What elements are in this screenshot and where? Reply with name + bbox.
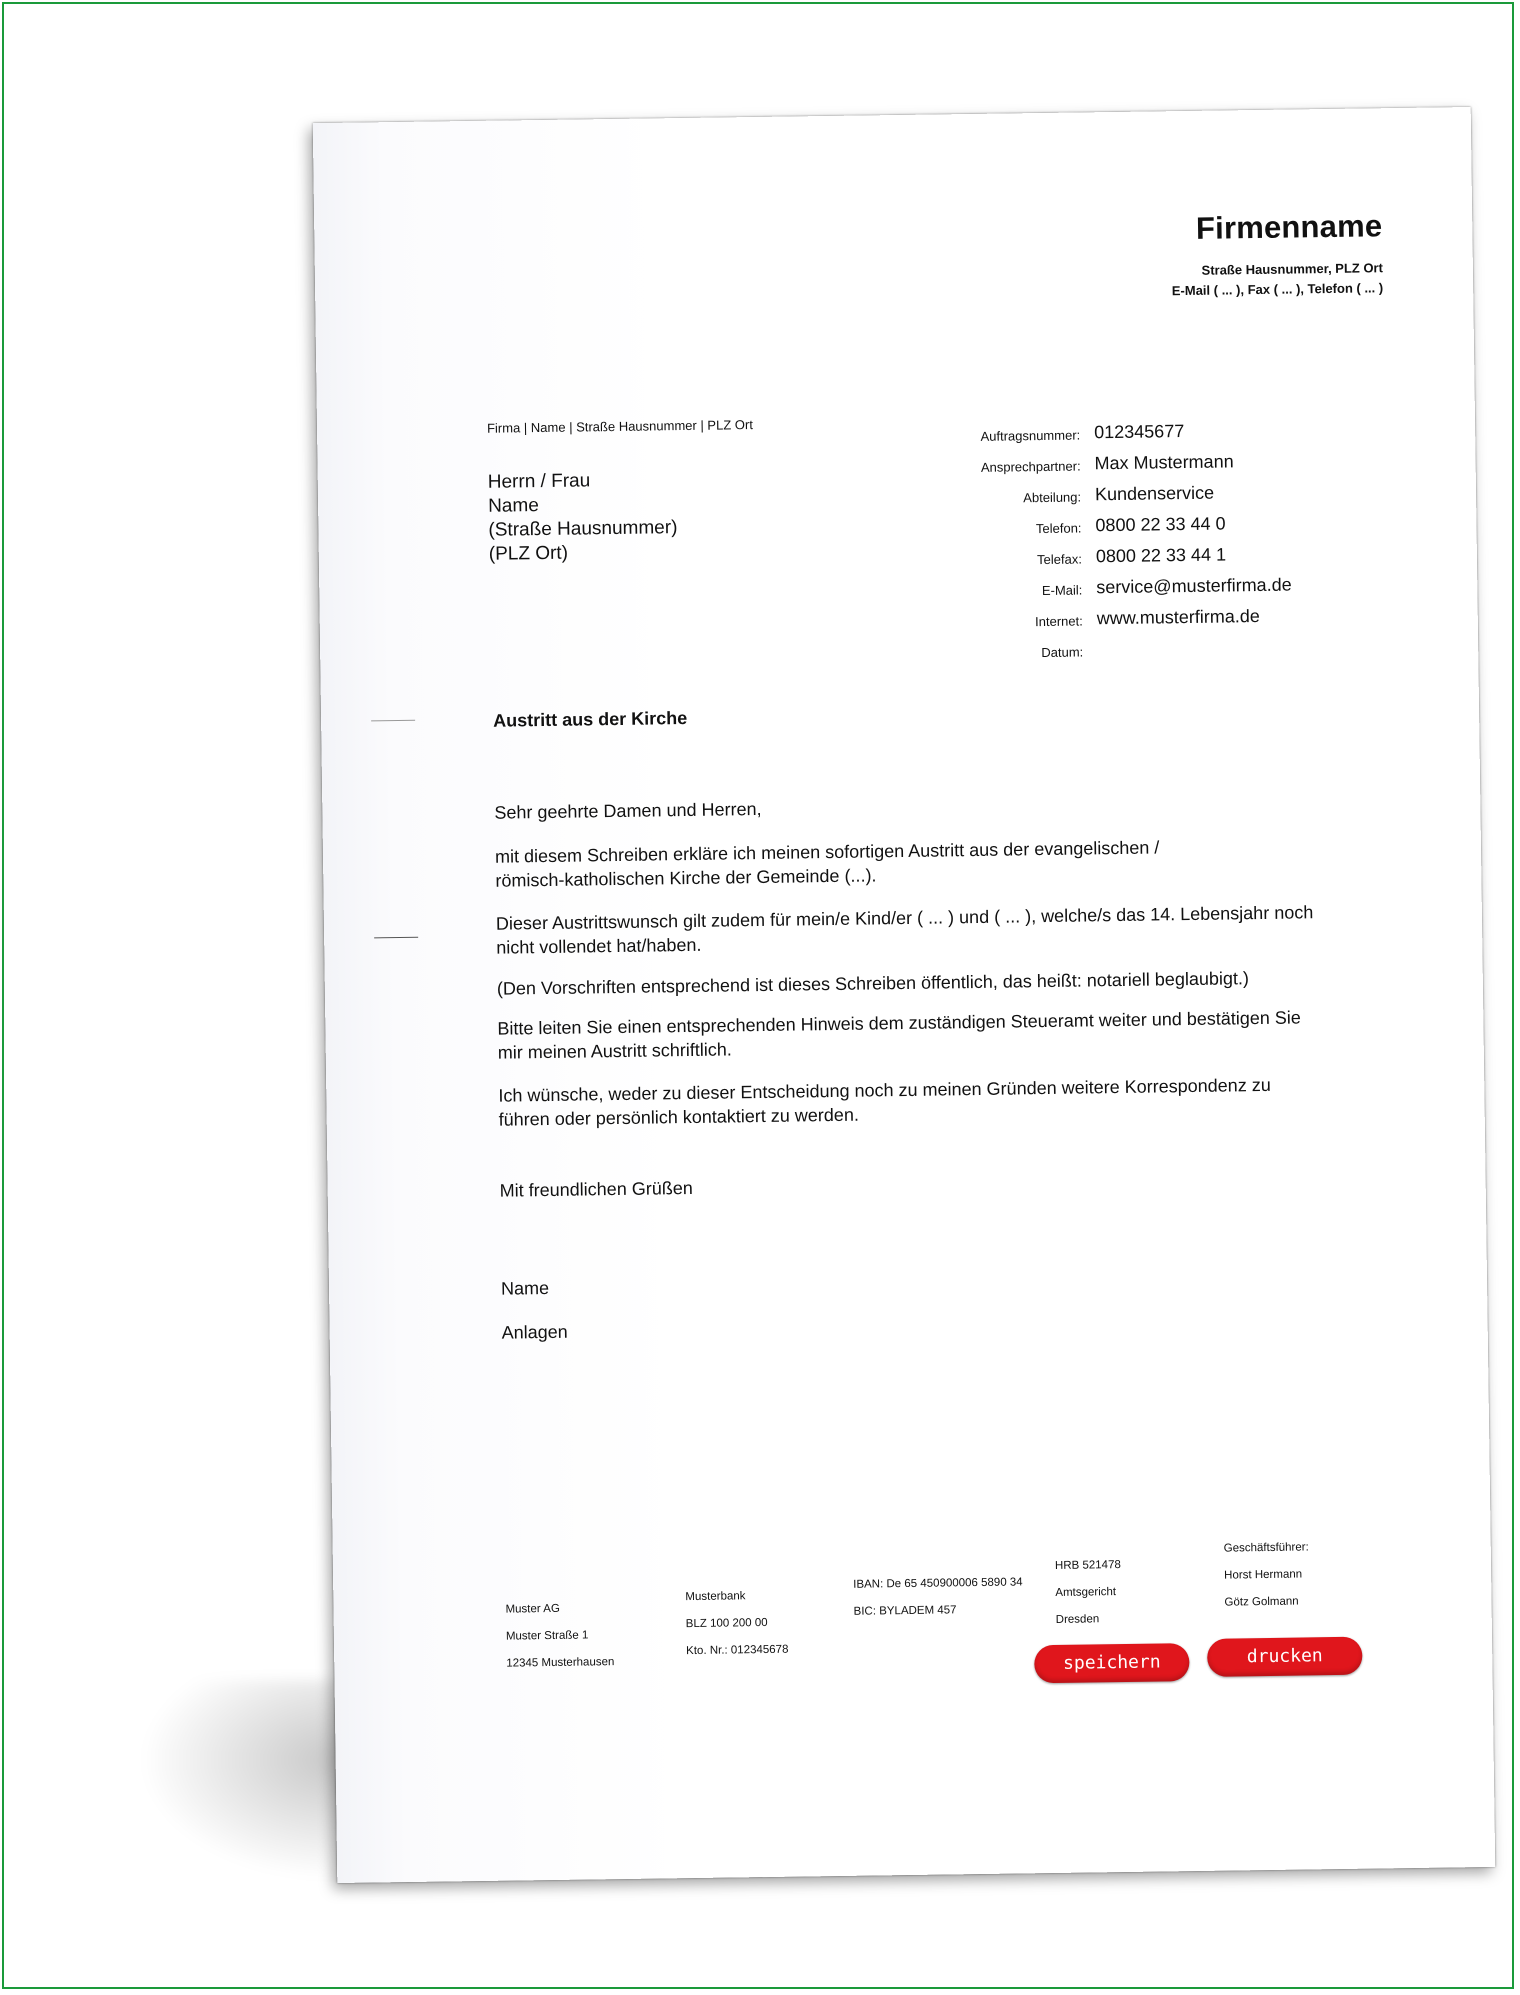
body-paragraph-1-line-1: mit diesem Schreiben erkläre ich meinen sofortigen Austritt aus der evangelischen / (494, 837, 1160, 867)
footer-manager-1: Horst Hermann (1224, 1568, 1303, 1582)
footer-bank-name: Musterbank (685, 1590, 746, 1604)
company-contact: E-Mail ( ... ), Fax ( ... ), Telefon ( ... ) (1171, 280, 1384, 299)
company-name: Firmenname (1195, 208, 1383, 246)
letter-subject: Austritt aus der Kirche (492, 708, 688, 731)
body-paragraph-2-line-2: nicht vollendet hat/haben. (496, 934, 702, 958)
footer-company-name: Muster AG (505, 1602, 560, 1616)
footer-managers-label: Geschäftsführer: (1223, 1541, 1309, 1555)
body-paragraph-5-line-2: führen oder persönlich kontaktiert zu werden. (498, 1104, 860, 1130)
phone-label: Telefon: (1035, 520, 1082, 537)
body-paragraph-4-line-1: Bitte leiten Sie einen entsprechenden Hinweis dem zuständigen Steueramt weiter und bestätigen Sie (497, 1007, 1301, 1039)
department-label: Abteilung: (1023, 489, 1082, 506)
contact-person-value: Max Mustermann (1094, 451, 1234, 474)
footer-court-city: Dresden (1055, 1613, 1100, 1626)
email-label: E-Mail: (1041, 582, 1083, 599)
footer-bic: BIC: BYLADEM 457 (853, 1604, 957, 1618)
order-number-value: 012345677 (1094, 421, 1185, 443)
body-paragraph-2-line-1: Dieser Austrittswunsch gilt zudem für mein/e Kind/er ( ... ) und ( ... ), welche/s das 14. Lebensjahr noch (495, 902, 1314, 934)
recipient-city: (PLZ Ort) (488, 542, 569, 565)
website-label: Internet: (1034, 613, 1083, 630)
fax-label: Telefax: (1037, 551, 1083, 568)
order-number-label: Auftragsnummer: (980, 427, 1081, 444)
attachments-label: Anlagen (501, 1321, 568, 1343)
footer-bank-code: BLZ 100 200 00 (685, 1616, 768, 1631)
signature-name: Name (500, 1277, 550, 1299)
body-paragraph-3: (Den Vorschriften entsprechend ist dieses Schreiben öffentlich, das heißt: notariell beglaubigt.) (496, 968, 1250, 999)
footer-manager-2: Götz Golmann (1224, 1595, 1299, 1609)
website-value: www.musterfirma.de (1096, 605, 1260, 629)
save-button[interactable]: speichern (1034, 1643, 1190, 1683)
footer-court: Amtsgericht (1055, 1586, 1117, 1599)
phone-value: 0800 22 33 44 0 (1095, 513, 1226, 536)
footer-account-number: Kto. Nr.: 012345678 (686, 1643, 789, 1658)
email-value: service@musterfirma.de (1096, 574, 1292, 598)
recipient-name: Name (487, 495, 539, 517)
print-button[interactable]: drucken (1207, 1637, 1363, 1677)
contact-person-label: Ansprechpartner: (980, 458, 1081, 475)
sender-line: Firma | Name | Straße Hausnummer | PLZ Ort (486, 417, 753, 436)
letter-salutation: Sehr geehrte Damen und Herren, (494, 798, 762, 823)
department-value: Kundenservice (1094, 482, 1215, 505)
body-paragraph-4-line-2: mir meinen Austritt schriftlich. (497, 1039, 732, 1063)
fax-value: 0800 22 33 44 1 (1095, 544, 1227, 567)
letter-page (313, 107, 1495, 1883)
recipient-salutation: Herrn / Frau (487, 470, 591, 493)
letter-closing: Mit freundlichen Grüßen (499, 1177, 693, 1201)
body-paragraph-5-line-1: Ich wünsche, weder zu dieser Entscheidung noch zu meinen Gründen weitere Korrespondenz zu (498, 1074, 1271, 1106)
footer-iban: IBAN: De 65 450900006 5890 34 (853, 1576, 1023, 1591)
footer-company-city: 12345 Musterhausen (506, 1656, 615, 1670)
fold-mark-top (371, 720, 415, 722)
recipient-street: (Straße Hausnummer) (488, 517, 678, 541)
body-paragraph-1-line-2: römisch-katholischen Kirche der Gemeinde (...). (495, 865, 877, 891)
footer-register-number: HRB 521478 (1054, 1559, 1121, 1572)
fold-mark-middle (374, 937, 418, 939)
date-label: Datum: (1041, 644, 1084, 661)
company-address: Straße Hausnummer, PLZ Ort (1201, 260, 1383, 278)
footer-company-street: Muster Straße 1 (505, 1629, 589, 1643)
